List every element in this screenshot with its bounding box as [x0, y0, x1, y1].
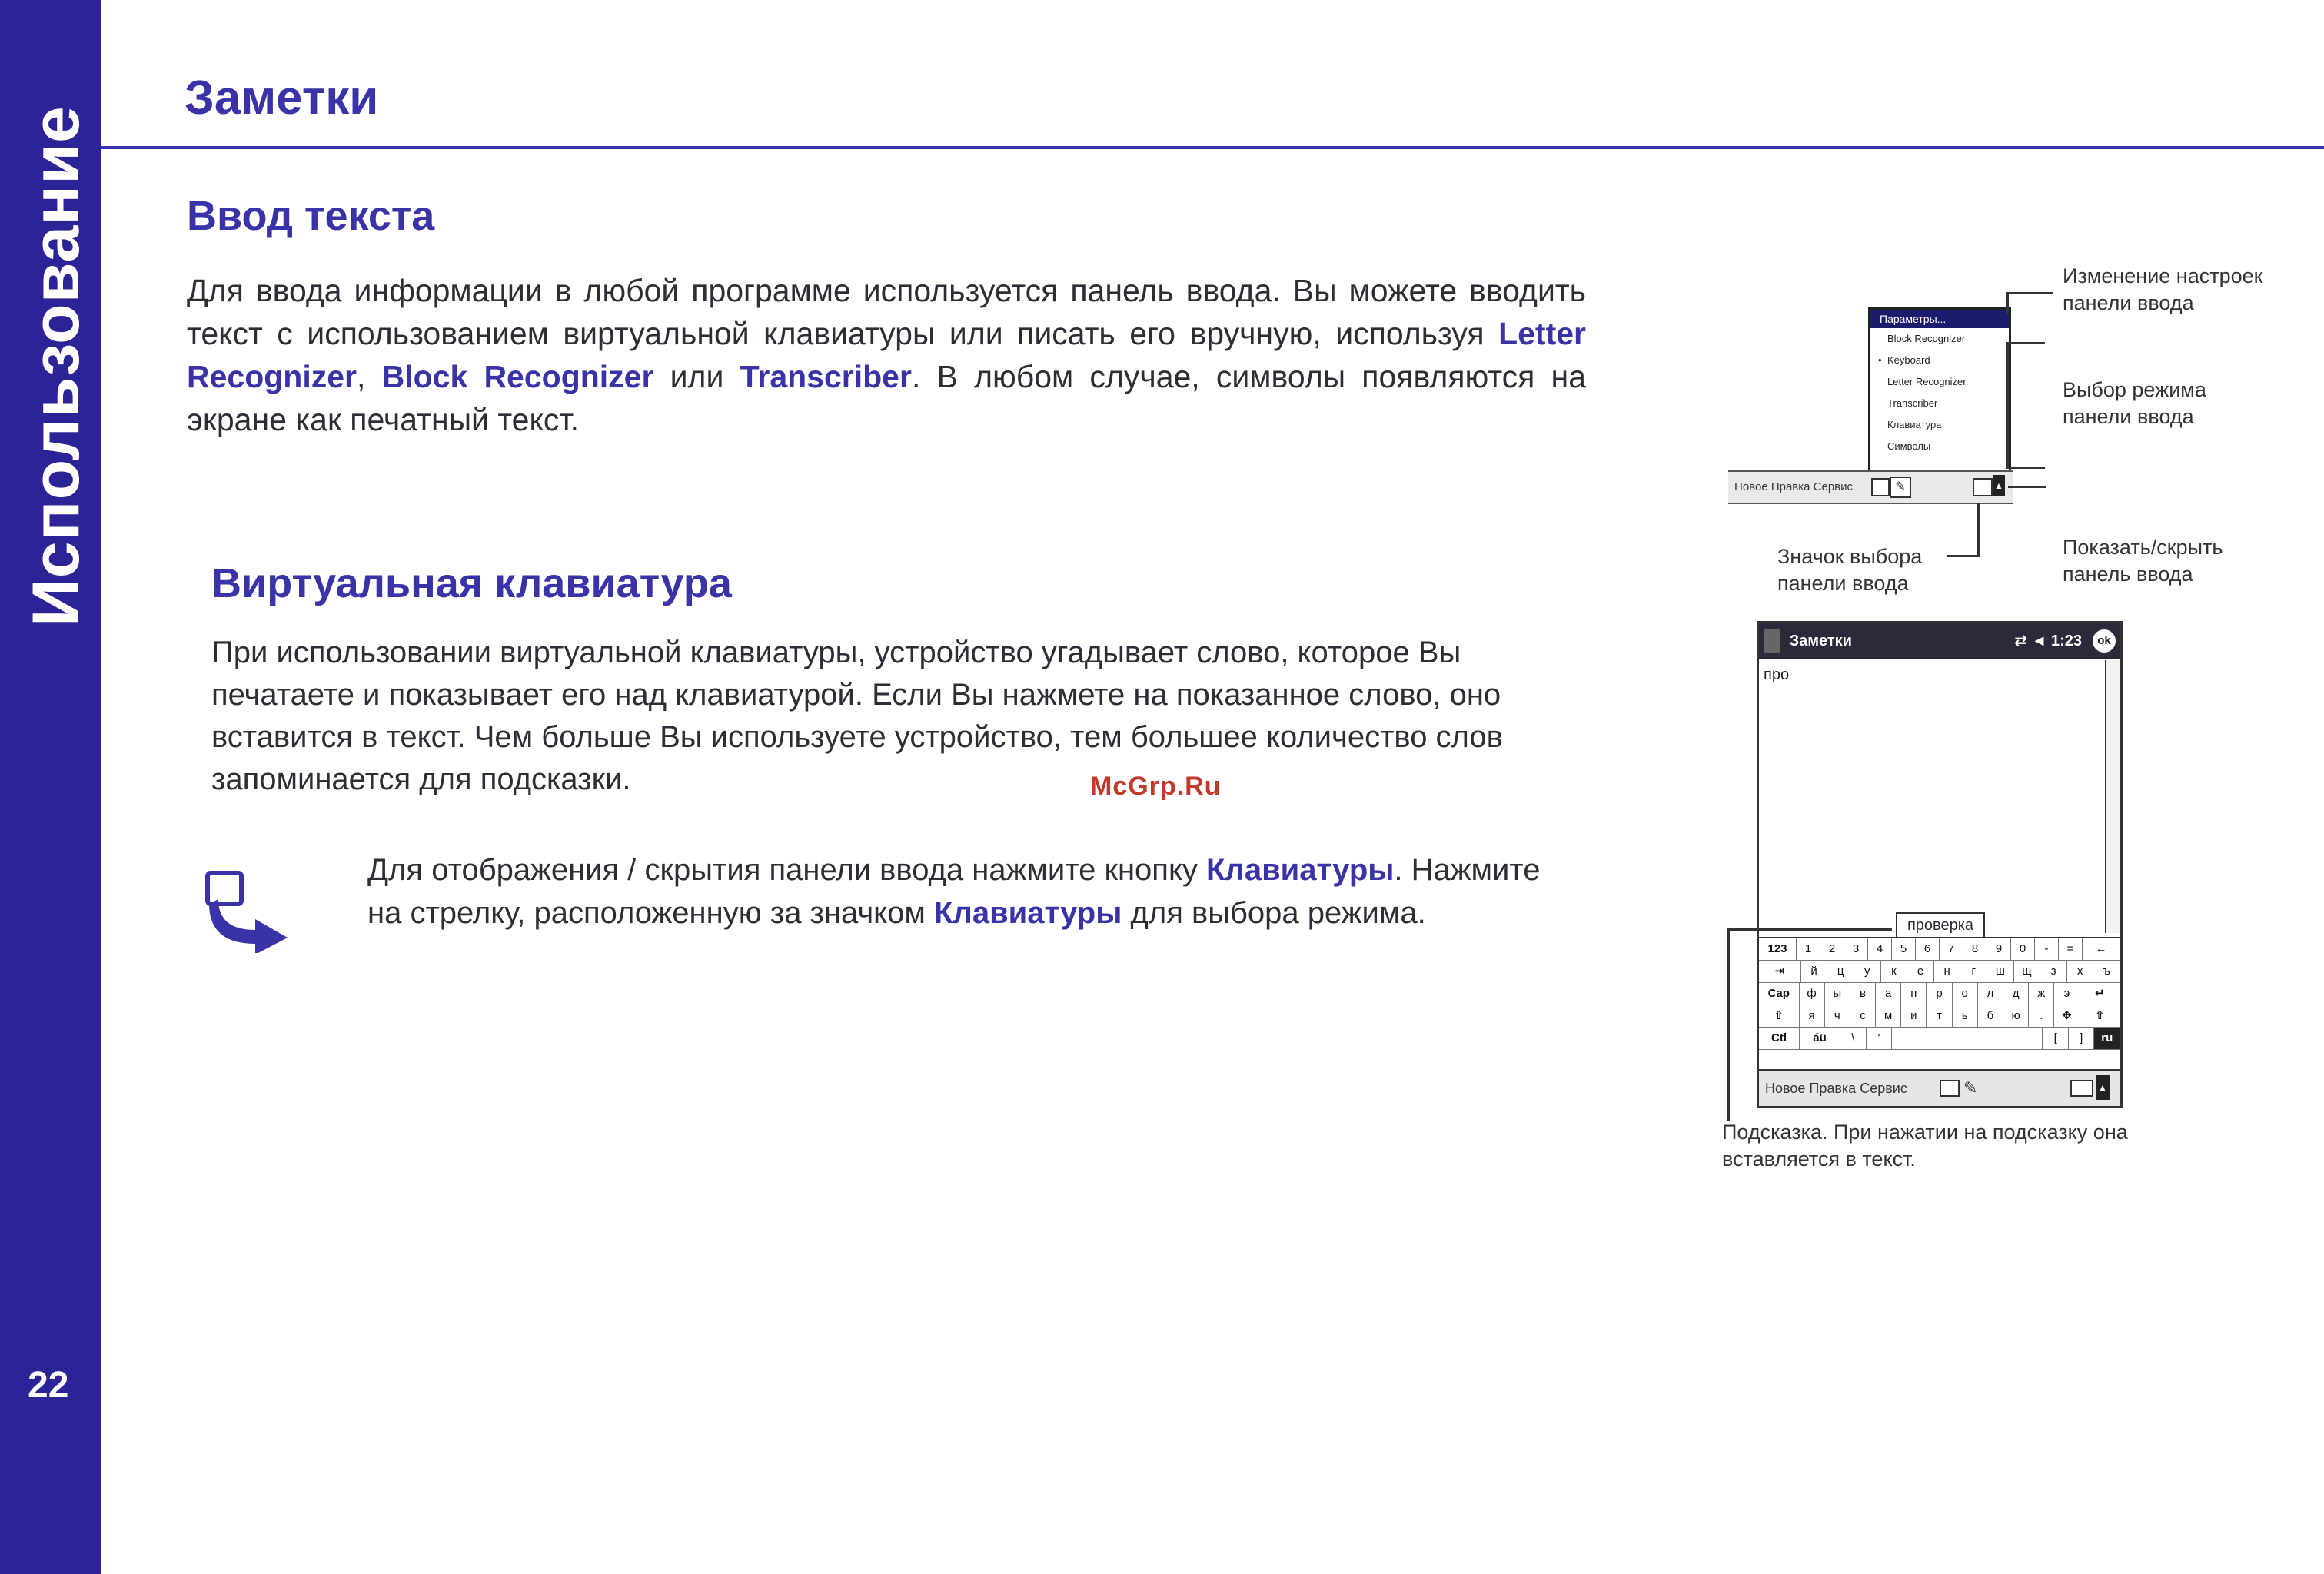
key[interactable]: ъ — [2093, 961, 2120, 982]
key[interactable]: \ — [1840, 1028, 1867, 1049]
menu-item-block-recognizer[interactable]: Block Recognizer — [1887, 333, 1966, 344]
key[interactable]: с — [1850, 1005, 1876, 1027]
key[interactable]: ш — [1987, 961, 2014, 982]
key[interactable]: - — [2035, 938, 2059, 960]
device-screenshot — [1757, 621, 2123, 1108]
sidebar-section-label: Использование — [19, 105, 93, 626]
input-selector-arrow-icon[interactable]: ▲ — [1993, 475, 2005, 496]
key[interactable]: . — [2029, 1005, 2054, 1027]
key[interactable]: 6 — [1916, 938, 1940, 960]
key[interactable]: ж — [2029, 983, 2054, 1005]
keyboard-row — [1759, 983, 2120, 1005]
language-key[interactable]: ru — [2094, 1028, 2120, 1049]
key[interactable]: д — [2003, 983, 2029, 1005]
sidebar — [0, 0, 101, 1574]
key[interactable]: ч — [1825, 1005, 1850, 1027]
key[interactable]: г — [1960, 961, 1987, 982]
key[interactable]: б — [1978, 1005, 2003, 1027]
key[interactable]: ы — [1825, 983, 1850, 1005]
key[interactable]: 0 — [2011, 938, 2035, 960]
ok-button[interactable]: ok — [2093, 629, 2116, 653]
key[interactable]: у — [1854, 961, 1881, 982]
keyboard-row — [1759, 938, 2120, 961]
callout-line — [2006, 292, 2053, 294]
key[interactable]: 8 — [1963, 938, 1987, 960]
tip-paragraph: Для отображения / скрытия панели ввода нажмите кнопку Клавиатуры. Нажмите на стрелку, расположенную за значком Клавиатуры для выбора режима. — [367, 853, 1541, 930]
callout-bracket — [2006, 342, 2009, 469]
highlight-keyboard-1: Клавиатуры — [1206, 853, 1395, 887]
key[interactable]: х — [2067, 961, 2094, 982]
status-icons: ⇄ ◄ 1:23 — [2014, 633, 2082, 649]
key[interactable]: 3 — [1844, 938, 1868, 960]
space-key[interactable] — [1892, 1028, 2043, 1049]
device-menu-bar — [1759, 1069, 2120, 1106]
key[interactable]: в — [1850, 983, 1876, 1005]
arrows-key[interactable]: ✥ — [2054, 1005, 2080, 1027]
keyboard-row — [1759, 961, 2120, 983]
key[interactable]: ю — [2003, 1005, 2029, 1027]
key[interactable]: и — [1901, 1005, 1927, 1027]
accent-key[interactable]: áü — [1800, 1028, 1840, 1049]
page-title: Заметки — [185, 71, 379, 125]
key[interactable]: ф — [1800, 983, 1825, 1005]
pen-icon[interactable]: ✎ — [1963, 1078, 1978, 1097]
menu-item-symbols[interactable]: Символы — [1887, 440, 1931, 452]
callout-line — [1977, 503, 1980, 556]
callout-toggle: Показать/скрыть панель ввода — [2063, 536, 2223, 586]
shift-key[interactable]: ⇧ — [1759, 1005, 1800, 1027]
tab-key[interactable]: ⇥ — [1759, 961, 1801, 982]
key[interactable]: з — [2040, 961, 2067, 982]
key[interactable]: [ — [2043, 1028, 2069, 1049]
key[interactable]: к — [1881, 961, 1908, 982]
document-text[interactable]: про — [1764, 666, 1790, 683]
callout-bracket — [2006, 342, 2045, 344]
highlight-transcriber: Transcriber — [740, 359, 912, 394]
enter-key[interactable]: ↵ — [2080, 983, 2121, 1005]
input-selector-arrow-icon[interactable]: ▲ — [2096, 1075, 2110, 1100]
key[interactable]: = — [2059, 938, 2083, 960]
shift-key-right[interactable]: ⇧ — [2080, 1005, 2121, 1027]
device-menu-text: Новое Правка Сервис — [1765, 1081, 1907, 1096]
callout-icon: Значок выбора панели ввода — [1777, 545, 1923, 595]
input-panel-icon[interactable] — [2070, 1080, 2093, 1097]
page-number: 22 — [28, 1365, 69, 1406]
callout-line — [1727, 928, 1892, 931]
menu-item-keyboard[interactable]: • Keyboard — [1870, 350, 2009, 371]
virtual-keyboard — [1759, 937, 2120, 1068]
key[interactable]: 5 — [1892, 938, 1916, 960]
text-input-paragraph: Для ввода информации в любой программе используется панель ввода. Вы можете вводить текст с использованием виртуальной клавиатуры или писать его вручную, используя Letter Recognizer, Block Recognizer или Transcriber. В любом случае, символы появляются на экране как печатный текст. — [187, 273, 1586, 437]
key[interactable]: 2 — [1820, 938, 1844, 960]
menu-item-transcriber[interactable]: Transcriber — [1887, 397, 1938, 409]
pen-icon[interactable]: ✎ — [1890, 477, 1911, 498]
key[interactable]: ] — [2069, 1028, 2095, 1049]
key[interactable]: 123 — [1759, 938, 1797, 960]
device-title: Заметки — [1789, 633, 1852, 649]
caps-key[interactable]: Cap — [1759, 983, 1800, 1005]
key[interactable]: н — [1934, 961, 1961, 982]
menu-item-keyboard-ru[interactable]: Клавиатура — [1887, 419, 1942, 430]
highlight-letter-recognizer: Letter Recognizer — [187, 316, 1586, 394]
suggestion-caption: Подсказка. При нажатии на подсказку она вставляется в текст. — [1722, 1121, 2128, 1171]
key[interactable]: р — [1927, 983, 1952, 1005]
menu-bar-text: Новое Правка Сервис — [1734, 480, 1854, 493]
upper-menu-bar — [1728, 470, 2013, 504]
callout-line — [2008, 486, 2046, 488]
keyboard-row — [1759, 1005, 2120, 1028]
input-panel-icon[interactable] — [1973, 478, 1993, 496]
key[interactable]: 9 — [1987, 938, 2011, 960]
keyboard-row — [1759, 1028, 2120, 1050]
backspace-key[interactable]: ← — [2083, 938, 2120, 960]
key[interactable]: 1 — [1797, 938, 1820, 960]
key[interactable]: щ — [2014, 961, 2041, 982]
input-mode-menu — [1868, 307, 2011, 475]
key[interactable]: а — [1876, 983, 1901, 1005]
section-heading-virtual-keyboard: Виртуальная клавиатура — [211, 560, 732, 606]
key[interactable]: о — [1953, 983, 1978, 1005]
key[interactable]: т — [1927, 1005, 1952, 1027]
key[interactable]: я — [1800, 1005, 1825, 1027]
keyboard-icon[interactable] — [1940, 1080, 1960, 1097]
key[interactable]: 4 — [1868, 938, 1892, 960]
device-title-bar — [1759, 623, 2120, 659]
header-divider — [101, 146, 2324, 149]
key[interactable]: м — [1876, 1005, 1901, 1027]
key[interactable]: ' — [1867, 1028, 1893, 1049]
highlight-keyboard-2: Клавиатуры — [934, 896, 1122, 930]
callout-mode: Выбор режима панели ввода — [2063, 378, 2206, 428]
key[interactable]: л — [1978, 983, 2003, 1005]
tip-arrow-icon — [201, 868, 294, 953]
watermark: McGrp.Ru — [1090, 772, 1222, 801]
menu-item-letter-recognizer[interactable]: Letter Recognizer — [1887, 376, 1967, 387]
callout-bracket — [2006, 467, 2045, 469]
keyboard-icon[interactable] — [1871, 478, 1890, 496]
key[interactable]: ь — [1953, 1005, 1978, 1027]
key[interactable]: е — [1907, 961, 1934, 982]
word-suggestion[interactable]: проверка — [1896, 912, 1985, 938]
virtual-keyboard-paragraph: При использовании виртуальной клавиатуры, устройство угадывает слово, которое Вы печатаете и показывает его над клавиатурой. Если Вы нажмете на показанное слово, оно вставится в текст. Чем больше Вы используете устройство, тем большее количество слов запоминается для подсказки. — [211, 636, 1503, 796]
scrollbar[interactable] — [2105, 660, 2120, 933]
callout-line — [1727, 928, 1730, 1121]
callout-line — [2006, 292, 2009, 314]
section-heading-text-input: Ввод текста — [187, 193, 435, 239]
callout-settings: Изменение настроек панели ввода — [2063, 264, 2263, 314]
highlight-block-recognizer: Block Recognizer — [381, 359, 654, 394]
key[interactable]: 7 — [1940, 938, 1963, 960]
ctrl-key[interactable]: Ctl — [1759, 1028, 1800, 1049]
key[interactable]: й — [1801, 961, 1828, 982]
menu-options-item[interactable]: Параметры... — [1870, 310, 2009, 328]
start-icon[interactable] — [1764, 629, 1780, 653]
key[interactable]: п — [1901, 983, 1927, 1005]
key[interactable]: ц — [1827, 961, 1854, 982]
key[interactable]: э — [2054, 983, 2080, 1005]
